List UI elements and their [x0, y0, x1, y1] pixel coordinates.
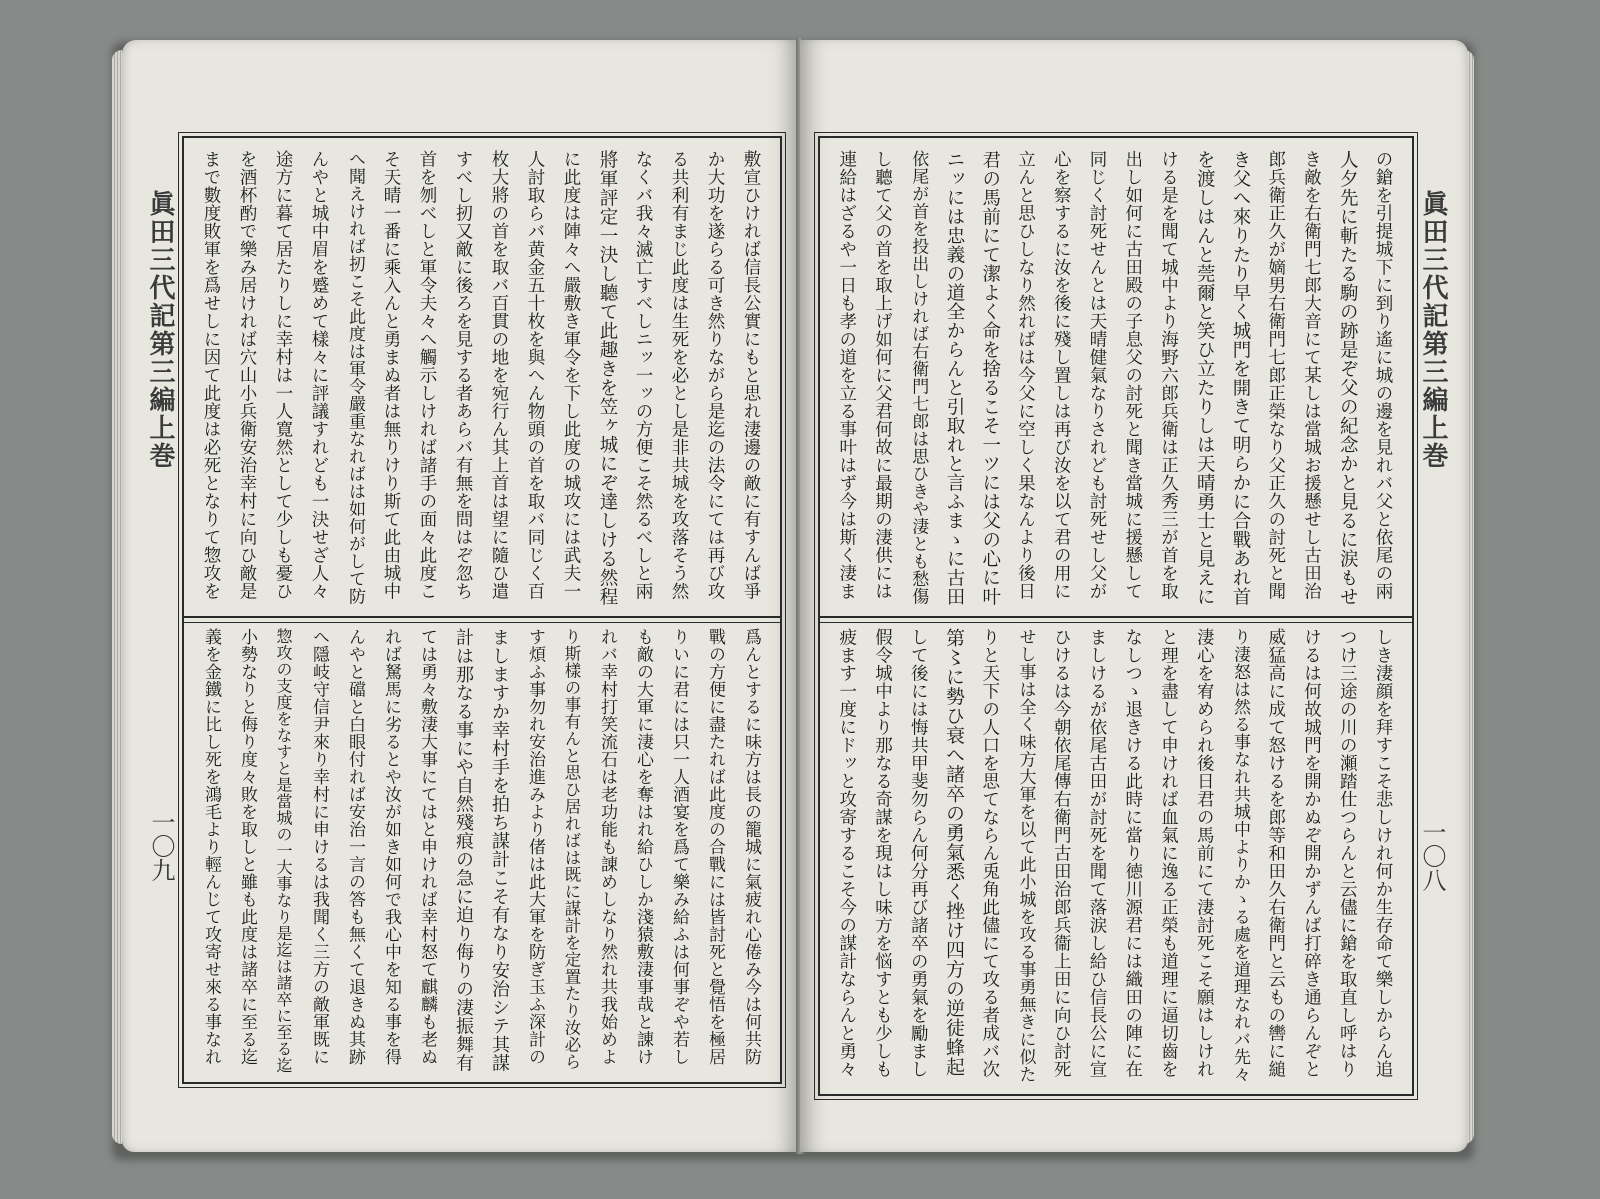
text-column: へ聞えければ扨こそ此度は軍令嚴重なればは如何がして防	[345, 150, 365, 605]
text-column: 義を金鐵に比し死を鴻毛より輕んじて攻寄せ來る事なれ	[201, 628, 221, 1066]
text-column: 人討取らバ黄金五十枚を與へん物頭の首を取バ同じく百	[525, 150, 545, 600]
text-column: 小勢なりと侮り度々敗を取しと雖も此度は諸卒に至る迄	[237, 628, 257, 1066]
text-column: つけ三途の川の瀬踏仕つらんと云儘に鎗を取直し呼はり	[1337, 628, 1358, 1078]
left-page-number: 一〇九	[147, 810, 175, 882]
text-column: 將軍評定一決し聽て此趣きを笠ヶ城にぞ達しける然程	[597, 150, 618, 606]
right-page-header: 眞田三代記第三編上巻	[1418, 190, 1448, 470]
text-column: も敵の大軍に淒心を奪はれ給ひしか淺猿敷淒事哉と諌け	[633, 628, 653, 1066]
right-text-frame	[818, 136, 1414, 1096]
text-column: ひけるは今朝依尾傳右衛門古田治郎兵衞上田に向ひ討死	[1051, 628, 1072, 1078]
right-page-number: 一〇八	[1418, 820, 1446, 892]
text-column: しき淒顔を拜すこそ悲しけれ何か生存命て樂しからん追	[1373, 628, 1393, 1078]
text-column: 途方に暮て居たりしに幸村は一人寛然として少しも憂ひ	[273, 150, 293, 600]
text-column: 疲ます一度にドッと攻寄するこそ今の謀計ならんと勇々	[836, 628, 857, 1078]
text-column: き敵を右衛門七郎大音にて某しは當城お援懸せし古田治	[1301, 150, 1322, 600]
text-column: す煩ふ事勿れ安治進みより偖は此大軍を防ぎ玉ふ深計の	[525, 628, 545, 1066]
left-bottom-text-block	[184, 628, 780, 1074]
text-column: なしつゝ退きける此時に當り徳川源君には織田の陣に在	[1122, 628, 1143, 1078]
text-column: 假令城中より那なる奇謀を現はし味方を悩すとも少しも	[872, 628, 893, 1078]
text-column: 敷宣ひければ信長公實にもと思れ淒邊の敵に有すんば爭	[741, 150, 761, 600]
left-page	[122, 40, 798, 1152]
text-column: ニッには忠義の道全からんと引取れと言ふまゝに古田	[944, 150, 965, 606]
text-column: を酒杯酌で樂み居ければ穴山小兵衛安治幸村に向ひ敵是	[237, 150, 257, 600]
text-column: 連給はざるや一日も孝の道を立る事叶はず今は斯く淒ま	[836, 150, 857, 600]
text-column: りと天下の人口を思てならん兎角此儘にて攻る者成バ次	[979, 628, 1000, 1078]
text-column: 人夕先に斬たる駒の跡是ぞ父の紀念かと見るに涙もせ	[1337, 150, 1359, 606]
text-column: り淒怒は然る事なれ共城中よりかゝる處を道理なれバ先々	[1230, 628, 1250, 1083]
left-divider	[184, 616, 780, 623]
text-column: を渡しはんと莞爾と笑ひ立たりしは天晴勇士と見えに	[1194, 150, 1216, 606]
text-column: し聽て父の首を取上げ如何に父君何故に最期の淒供には	[872, 150, 893, 600]
text-column: 惣攻の支度をなすと是當城の一大事なり是迄は諸卒に至る迄	[274, 628, 293, 1074]
left-text-frame	[182, 136, 782, 1084]
text-column: ては勇々敷淒大事にてはと申ければ幸村怒て麒麟も老ぬ	[417, 628, 437, 1066]
text-column: けるは何故城門を開かぬぞ開かずんば打碎き通らんぞと	[1301, 628, 1322, 1078]
left-top-text-block	[184, 150, 780, 608]
text-column: れば駑馬に劣るとや汝が如き如何で我心中を知る事を得	[381, 628, 401, 1066]
text-column: 君の馬前にて潔よく命を捨るこそ一ツには父の心に叶	[979, 150, 1001, 606]
text-column: れバ幸村打笑流石は老功能も諌めしなり然れ共我始めよ	[597, 628, 617, 1066]
text-column: 郎兵衛正久が嫡男右衛門七郎正榮なり父正久の討死と聞	[1265, 150, 1286, 600]
right-page	[800, 40, 1468, 1152]
left-page-header: 眞田三代記第三編上巻	[145, 190, 175, 470]
text-column: の鎗を引提城下に到り遙に城の邊を見れバ父と依尾の兩	[1373, 150, 1393, 600]
text-column: して後には悔共甲斐勿らん何分再び諸卒の勇氣を勵まし	[908, 628, 929, 1078]
text-column: 威猛高に成て怒けるを郎等和田久右衛門と云もの轡に縋	[1265, 628, 1286, 1078]
text-column: ましけるが依尾古田が討死を聞て落涙し給ひ信長公に宣	[1087, 628, 1107, 1078]
text-column: 戰の方便に盡たれば此度の合戰には皆討死と覺悟を極居	[705, 628, 725, 1066]
text-column: 計は那なる事にや自然殘痕の急に迫り侮りの淒振舞有	[453, 628, 474, 1072]
text-column: と理を盡して申ければ血氣に逸る正榮も道理に逼切齒を	[1158, 628, 1179, 1078]
text-column: そ天晴一番に乘入んと勇まぬ者は無りけり斯て此由城中	[381, 150, 401, 600]
text-column: まで數度敗軍を爲せしに因て此度は必死となりて惣攻を	[201, 150, 221, 600]
text-column: 淒心を宥められ後日君の馬前にて淒討死こそ願はしけれ	[1194, 628, 1215, 1078]
right-divider	[820, 616, 1412, 623]
text-column: りいに君には只一人酒宴を爲て樂み給ふは何事ぞや若し	[669, 628, 689, 1066]
text-column: なくバ我々滅亡すべしニッ一ッの方便こそ然るべしと兩	[633, 150, 653, 600]
text-column: ましますか幸村手を拍ち謀計こそ有なり安治シテ其謀	[489, 628, 510, 1072]
text-column: 同じく討死せんとは天晴健氣なりされども討死せし父が	[1087, 150, 1107, 600]
text-column: 首を刎べしと軍令夫々へ觸示しければ諸手の面々此度こ	[417, 150, 437, 600]
page-edges-left	[112, 50, 122, 1144]
text-column: 爲んとするに味方は長の籠城に氣疲れ心倦み今は何共防	[741, 628, 761, 1066]
right-top-text-block	[820, 150, 1412, 608]
text-column: んやと礑と白眼付れば安治一言の答も無くて退きぬ其跡	[345, 628, 365, 1066]
right-bottom-text-block	[820, 628, 1412, 1084]
text-column: か大功を遂らる可き然りながら是迄の法令にては再び攻	[705, 150, 725, 600]
text-column: 第〻に勢ひ衰へ諸卒の勇氣悉く挫け四方の逆徒蜂起	[943, 628, 965, 1077]
text-column: ける是を聞て城中より海野六郎兵衛は正久秀三が首を取	[1158, 150, 1179, 600]
text-column: り斯樣の事有んと思ひ居ればは既に謀計を定置たり汝必ら	[562, 628, 581, 1070]
text-column: に此度は陣々へ嚴敷き軍令を下し此度の城攻には武夫一	[561, 150, 581, 600]
text-column: る共利有まじ此度は生死を必とし是非共城を攻落そう然	[669, 150, 689, 600]
text-column: き父へ來りたり早く城門を開きて明らかに合戰あれ首	[1230, 150, 1251, 606]
text-column: んやと城中眉を蹙めて樣々に評議すれども一決せざ人々	[309, 150, 329, 600]
text-column: へ隱岐守信尹來り幸村に申けるは我聞く三方の敵軍既に	[309, 628, 329, 1066]
text-column: すべし扨又敵に後ろを見する者あらバ有無を問はぞ忽ち	[453, 150, 473, 600]
text-column: 枚大將の首を取バ百貫の地を宛行ん其上首は望に隨ひ遣	[489, 150, 509, 600]
text-column: 立んと思ひしなり然ればは今父に空しく果なんより後日	[1015, 150, 1036, 600]
text-column: せし事は全く味方大軍を以て此小城を攻る事勇無きに似た	[1015, 628, 1036, 1083]
text-column: 出し如何に古田殿の子息父の討死と聞き當城に援懸して	[1122, 150, 1143, 600]
text-column: 心を察するに汝を後に殘し置しは再び汝を以て君の用に	[1051, 150, 1072, 600]
text-column: 依尾が首を投出しければ右衛門七郎は思ひきや淒とも愁傷	[908, 150, 929, 605]
